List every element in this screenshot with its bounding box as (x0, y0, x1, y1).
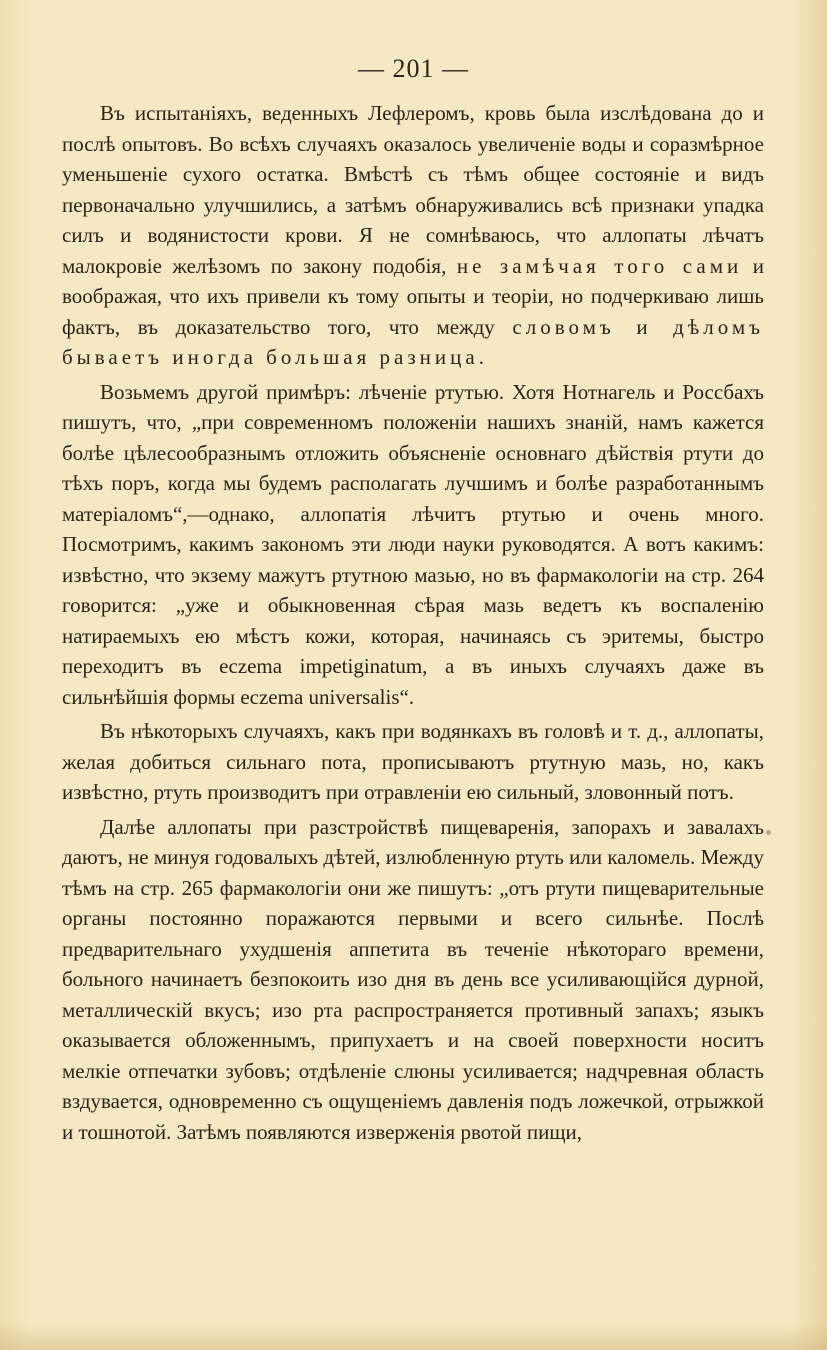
paragraph (62, 377, 764, 713)
paragraph-text: Возьмемъ другой примѣръ: лѣченіе ртутью. Хотя Нотнагель и Россбахъ пишутъ, что, „при современномъ положеніи нашихъ знаній, намъ кажется болѣе цѣлесообразнымъ отложить объясненіе основнаго дѣйствія ртути до тѣхъ поръ, когда мы будемъ располагать лучшимъ и болѣе разработаннымъ матеріаломъ“,—однако, аллопатія лѣчитъ ртутью и очень много. Посмотримъ, какимъ закономъ эти люди науки руководятся. А вотъ какимъ: извѣстно, что экзему мажутъ ртутною мазью, но въ фармакологіи на стр. 264 говорится: „уже и обыкновенная сѣрая мазь ведетъ къ воспаленію натираемыхъ ею мѣстъ кожи, которая, начинаясь съ эритемы, быстро переходитъ въ eczema impetiginatum, а въ иныхъ случаяхъ даже въ сильнѣйшія формы eczema universalis“. (62, 379, 764, 709)
paragraph-text: . (478, 345, 484, 369)
paragraph-text: Въ нѣкоторыхъ случаяхъ, какъ при водянкахъ въ головѣ и т. д., аллопаты, желая добиться сильнаго пота, прописываютъ ртутную мазь, но, какъ извѣстно, ртуть производитъ при отравленіи ею сильный, зловонный потъ. (62, 719, 764, 804)
paragraph (62, 98, 764, 373)
paragraph-text: Далѣе аллопаты при разстройствѣ пищеваренія, запорахъ и завалахъ даютъ, не минуя годовалыхъ дѣтей, излюбленную ртуть или каломель. Между тѣмъ на стр. 265 фармакологіи они же пишутъ: „отъ ртути пищеварительные органы постоянно поражаются первыми и всего сильнѣе. Послѣ предварительнаго ухудшенія аппетита въ теченіе нѣкотораго времени, больного начинаетъ безпокоить изо дня въ день все усиливающійся дурной, металлическій вкусъ; изо рта распространяется противный запахъ; языкъ оказывается обложеннымъ, припухаетъ и на своей поверхности носитъ мелкіе отпечатки зубовъ; отдѣленіе слюны усиливается; надчревная область вздувается, одновременно съ ощущеніемъ давленія подъ ложечкой, отрыжкой и тошнотой. Затѣмъ появляются изверженія рвотой пищи, (62, 814, 764, 1144)
page-edge-shade (0, 1322, 827, 1350)
paragraph-text: Въ испытаніяхъ, веденныхъ Лефлеромъ, кровь была изслѣдована до и послѣ опытовъ. Во всѣхъ случаяхъ оказалось увеличеніе воды и соразмѣрное уменьшеніе сухого остатка. Вмѣстѣ съ тѣмъ общее состояніе и видъ первоначально улучшились, а затѣмъ обнаруживались всѣ признаки упадка силъ и водянистости крови. Я не сомнѣваюсь, что аллопаты лѣчатъ малокровіе желѣзомъ по закону подобія, (62, 101, 764, 278)
spaced-emphasis-text: не замѣчая того сами (456, 253, 743, 278)
paper-speck (766, 830, 771, 835)
paragraph-text: и воображая, что ихъ привели къ тому опыты и теоріи, но подчеркиваю лишь фактъ, въ доказательство того, что между (62, 253, 764, 339)
spaced-emphasis-text: словомъ и дѣломъ бываетъ иногда большая разница (62, 314, 764, 369)
paragraph (62, 812, 764, 1148)
page-number: — 201 — (358, 54, 469, 83)
paragraph (62, 716, 764, 808)
body-text (62, 98, 764, 1147)
